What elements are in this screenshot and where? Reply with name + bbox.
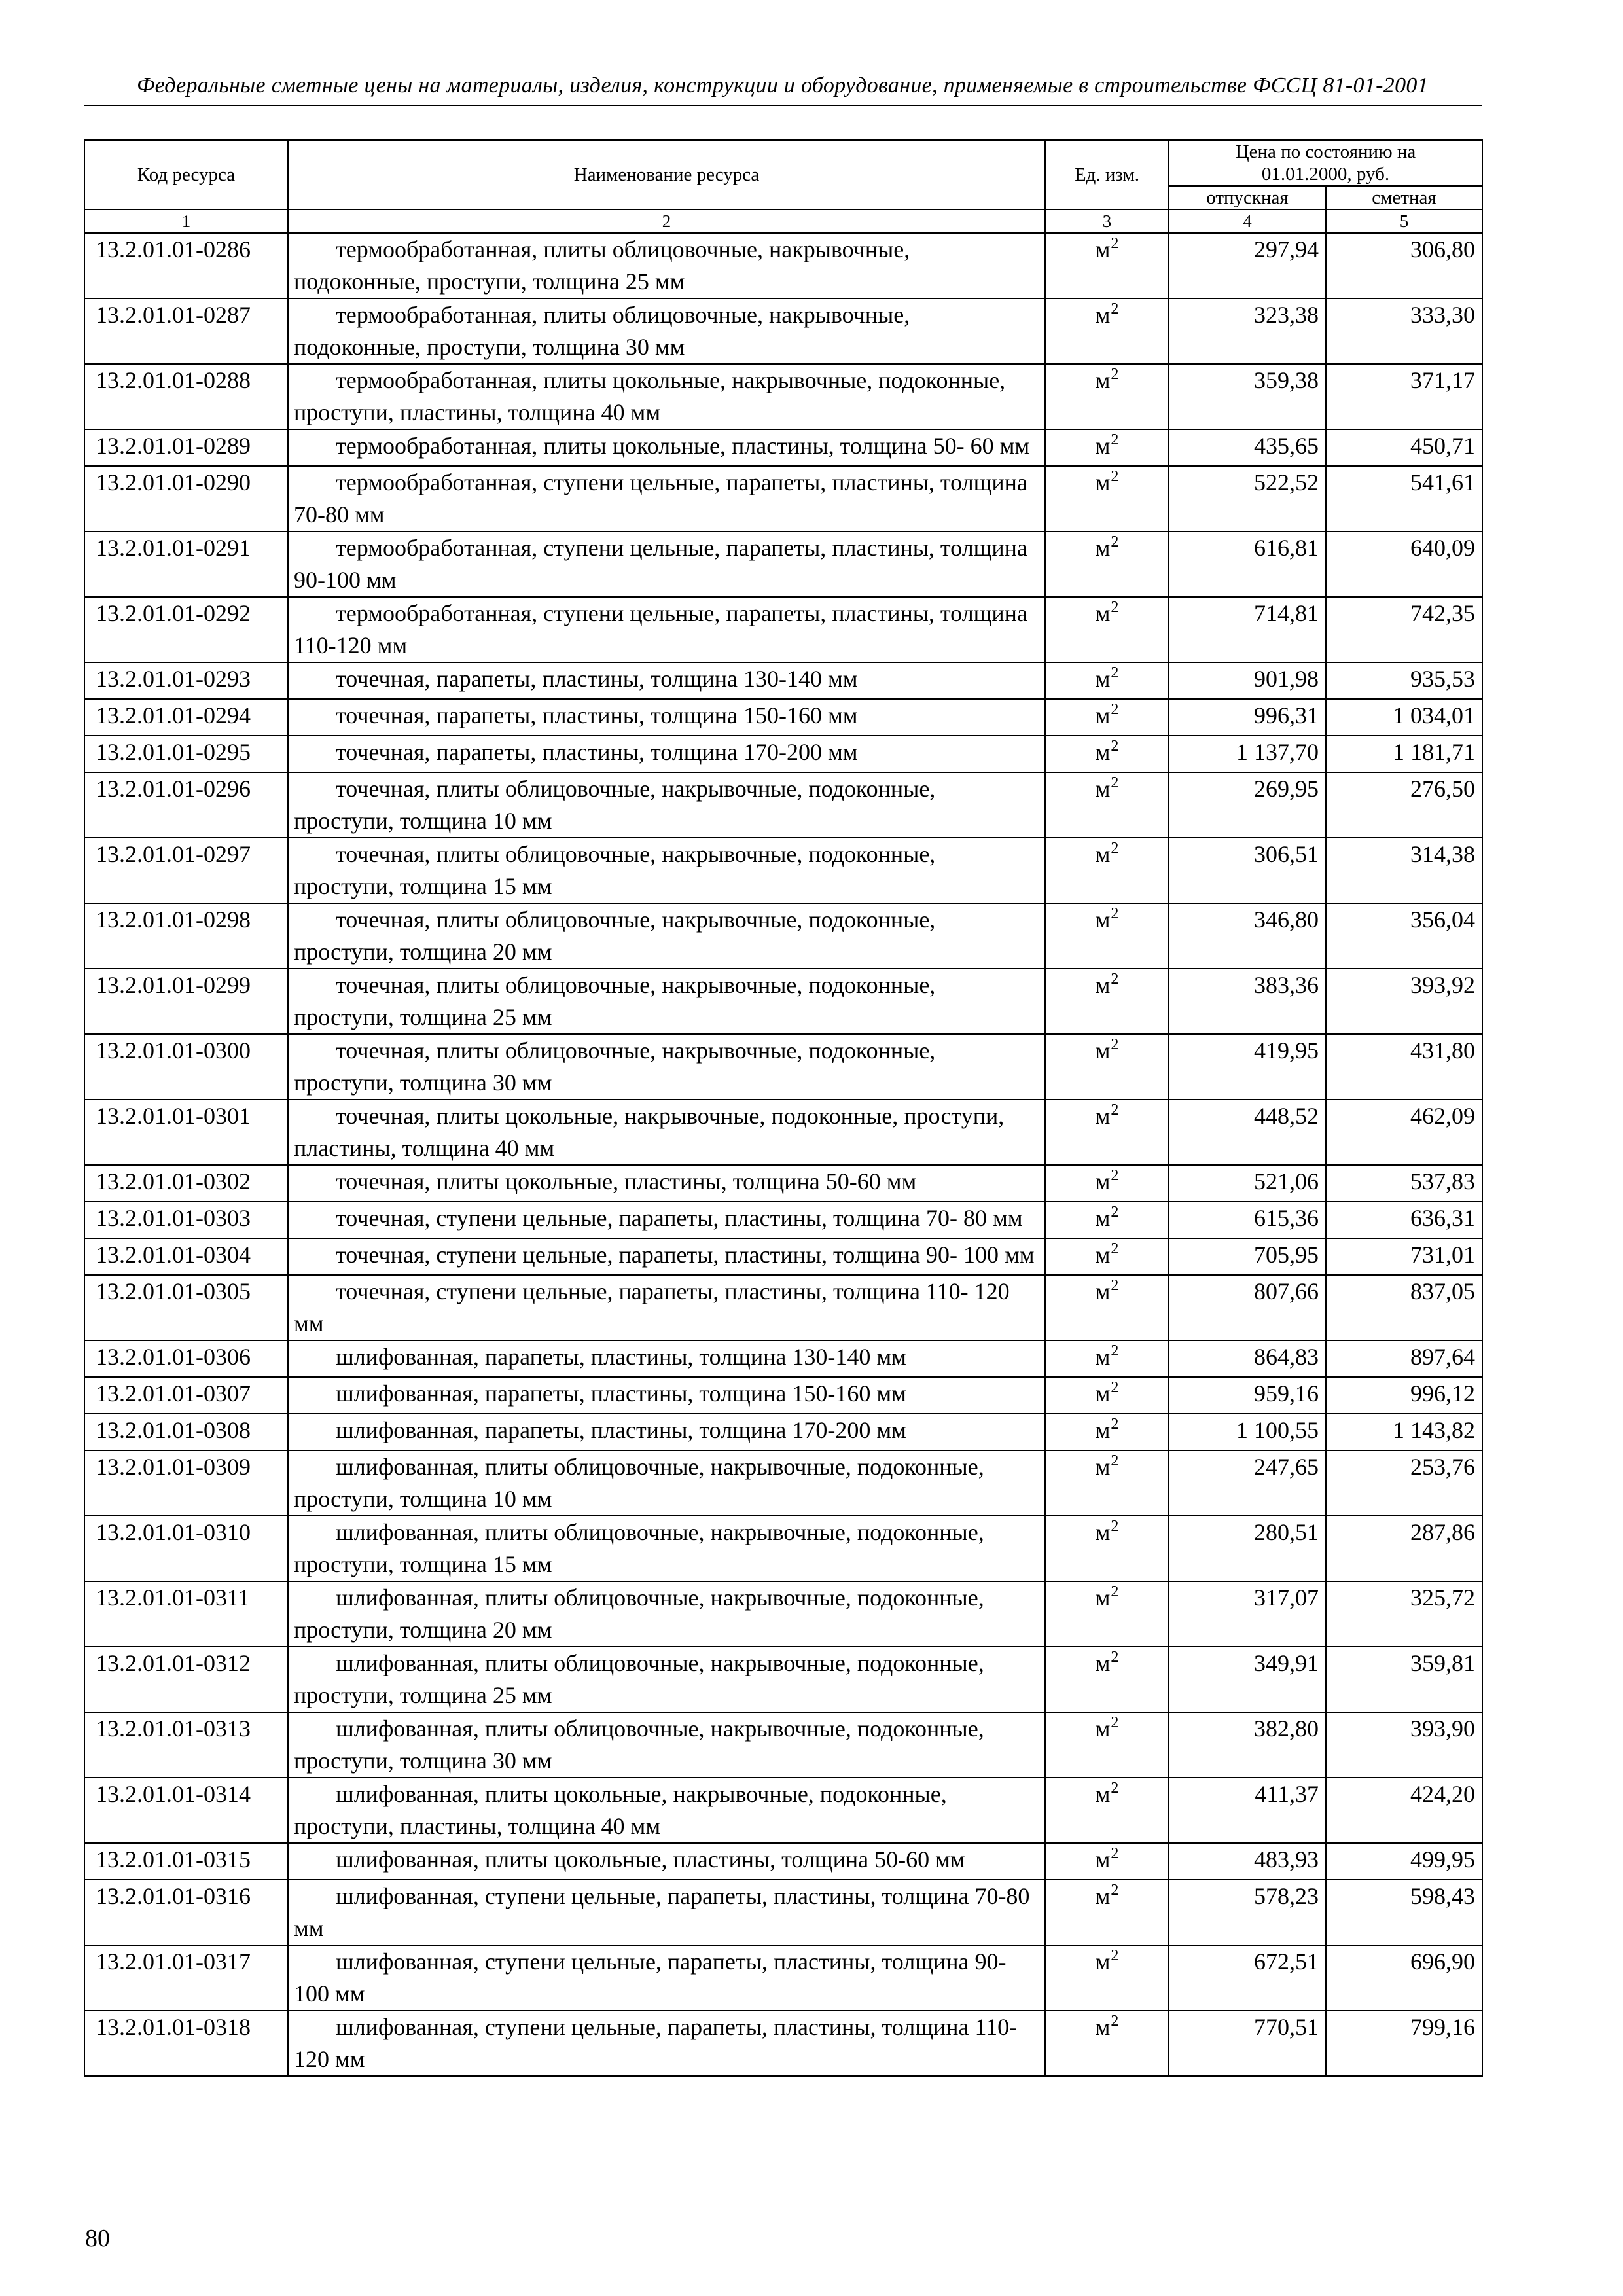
resource-unit [1045, 429, 1169, 466]
resource-code: 13.2.01.01-0291 [84, 531, 288, 597]
price-estimate: 314,38 [1326, 838, 1482, 903]
resource-unit [1045, 662, 1169, 699]
resource-unit [1045, 466, 1169, 531]
unit-exponent: 2 [1111, 905, 1119, 922]
resource-name: шлифованная, плиты облицовочные, накрывочные, подоконные, проступи, толщина 15 мм [288, 1516, 1045, 1581]
resource-name: шлифованная, парапеты, пластины, толщина 130-140 мм [288, 1340, 1045, 1377]
resource-code: 13.2.01.01-0286 [84, 233, 288, 298]
price-estimate: 636,31 [1326, 1202, 1482, 1238]
resource-code: 13.2.01.01-0317 [84, 1945, 288, 2011]
price-estimate: 462,09 [1326, 1100, 1482, 1165]
price-estimate: 696,90 [1326, 1945, 1482, 2011]
resource-code: 13.2.01.01-0308 [84, 1414, 288, 1450]
resource-code: 13.2.01.01-0294 [84, 699, 288, 736]
unit-exponent: 2 [1111, 1204, 1119, 1221]
table-row [84, 1275, 1482, 1340]
resource-unit [1045, 1647, 1169, 1712]
price-release: 807,66 [1169, 1275, 1326, 1340]
resource-code: 13.2.01.01-0301 [84, 1100, 288, 1165]
resource-name: точечная, плиты облицовочные, накрывочные, подоконные, проступи, толщина 20 мм [288, 903, 1045, 969]
resource-unit [1045, 531, 1169, 597]
table-row [84, 969, 1482, 1034]
resource-name: точечная, парапеты, пластины, толщина 130-140 мм [288, 662, 1045, 699]
unit-exponent: 2 [1111, 1947, 1119, 1964]
resource-name: точечная, парапеты, пластины, толщина 150-160 мм [288, 699, 1045, 736]
resource-unit [1045, 233, 1169, 298]
resource-code: 13.2.01.01-0318 [84, 2011, 288, 2076]
price-release: 714,81 [1169, 597, 1326, 662]
price-release: 616,81 [1169, 531, 1326, 597]
unit-exponent: 2 [1111, 1036, 1119, 1053]
unit-base: м [1095, 1380, 1111, 1407]
price-release: 297,94 [1169, 233, 1326, 298]
price-release: 359,38 [1169, 364, 1326, 429]
table-row [84, 1712, 1482, 1778]
unit-exponent: 2 [1111, 2013, 1119, 2030]
unit-base: м [1095, 236, 1111, 262]
unit-exponent: 2 [1111, 1240, 1119, 1257]
resource-name: точечная, плиты цокольные, пластины, толщина 50-60 мм [288, 1165, 1045, 1202]
table-row [84, 1202, 1482, 1238]
resource-unit [1045, 1377, 1169, 1414]
unit-base: м [1095, 1417, 1111, 1443]
header-price-estimate: сметная [1326, 186, 1482, 209]
resource-unit [1045, 1843, 1169, 1880]
resource-name: термообработанная, плиты цокольные, пластины, толщина 50- 60 мм [288, 429, 1045, 466]
table-row [84, 772, 1482, 838]
unit-exponent: 2 [1111, 300, 1119, 317]
price-estimate: 287,86 [1326, 1516, 1482, 1581]
resource-code: 13.2.01.01-0312 [84, 1647, 288, 1712]
resource-code: 13.2.01.01-0298 [84, 903, 288, 969]
table-row [84, 429, 1482, 466]
price-release: 483,93 [1169, 1843, 1326, 1880]
price-estimate: 541,61 [1326, 466, 1482, 531]
unit-exponent: 2 [1111, 1882, 1119, 1899]
resource-code: 13.2.01.01-0309 [84, 1450, 288, 1516]
resource-name: шлифованная, ступени цельные, парапеты, пластины, толщина 110-120 мм [288, 2011, 1045, 2076]
price-estimate: 424,20 [1326, 1778, 1482, 1843]
resource-unit [1045, 1202, 1169, 1238]
table-row [84, 597, 1482, 662]
header-price-group: Цена по состоянию на 01.01.2000, руб. [1169, 140, 1482, 186]
resource-code: 13.2.01.01-0310 [84, 1516, 288, 1581]
resource-unit [1045, 597, 1169, 662]
price-release: 672,51 [1169, 1945, 1326, 2011]
resource-unit [1045, 1778, 1169, 1843]
unit-exponent: 2 [1111, 431, 1119, 448]
table-row [84, 1034, 1482, 1100]
unit-base: м [1095, 535, 1111, 561]
column-number: 1 [84, 209, 288, 233]
table-row [84, 233, 1482, 298]
price-estimate: 598,43 [1326, 1880, 1482, 1945]
resource-name: шлифованная, плиты цокольные, накрывочные, подоконные, проступи, пластины, толщина 40 мм [288, 1778, 1045, 1843]
resource-unit [1045, 1945, 1169, 2011]
table-row [84, 699, 1482, 736]
table-row [84, 1880, 1482, 1945]
unit-base: м [1095, 1344, 1111, 1370]
resource-code: 13.2.01.01-0307 [84, 1377, 288, 1414]
price-release: 247,65 [1169, 1450, 1326, 1516]
resource-unit [1045, 1238, 1169, 1275]
unit-base: м [1095, 1454, 1111, 1480]
unit-exponent: 2 [1111, 1714, 1119, 1731]
price-estimate: 640,09 [1326, 531, 1482, 597]
price-table-body [84, 233, 1482, 2076]
unit-exponent: 2 [1111, 774, 1119, 791]
price-release: 448,52 [1169, 1100, 1326, 1165]
price-release: 522,52 [1169, 466, 1326, 531]
resource-name: точечная, плиты облицовочные, накрывочные, подоконные, проступи, толщина 30 мм [288, 1034, 1045, 1100]
resource-name: термообработанная, ступени цельные, парапеты, пластины, толщина 110-120 мм [288, 597, 1045, 662]
table-row [84, 903, 1482, 969]
unit-base: м [1095, 1037, 1111, 1064]
resource-code: 13.2.01.01-0295 [84, 736, 288, 772]
resource-name: точечная, плиты облицовочные, накрывочные, подоконные, проступи, толщина 15 мм [288, 838, 1045, 903]
resource-name: термообработанная, плиты цокольные, накрывочные, подоконные, проступи, пластины, толщина 40 мм [288, 364, 1045, 429]
resource-code: 13.2.01.01-0316 [84, 1880, 288, 1945]
unit-base: м [1095, 841, 1111, 867]
unit-base: м [1095, 1948, 1111, 1975]
table-row [84, 838, 1482, 903]
resource-code: 13.2.01.01-0299 [84, 969, 288, 1034]
resource-name: точечная, ступени цельные, парапеты, пластины, толщина 70- 80 мм [288, 1202, 1045, 1238]
unit-exponent: 2 [1111, 1452, 1119, 1469]
table-row [84, 1581, 1482, 1647]
resource-name: точечная, парапеты, пластины, толщина 170-200 мм [288, 736, 1045, 772]
unit-base: м [1095, 1278, 1111, 1304]
unit-base: м [1095, 1715, 1111, 1742]
resource-code: 13.2.01.01-0296 [84, 772, 288, 838]
price-estimate: 306,80 [1326, 233, 1482, 298]
resource-name: шлифованная, плиты цокольные, пластины, толщина 50-60 мм [288, 1843, 1045, 1880]
unit-base: м [1095, 666, 1111, 692]
unit-base: м [1095, 1883, 1111, 1909]
price-estimate: 1 143,82 [1326, 1414, 1482, 1450]
resource-unit [1045, 1450, 1169, 1516]
price-estimate: 996,12 [1326, 1377, 1482, 1414]
resource-code: 13.2.01.01-0290 [84, 466, 288, 531]
resource-code: 13.2.01.01-0287 [84, 298, 288, 364]
resource-name: термообработанная, плиты облицовочные, накрывочные, подоконные, проступи, толщина 30 мм [288, 298, 1045, 364]
price-release: 1 137,70 [1169, 736, 1326, 772]
unit-base: м [1095, 1846, 1111, 1873]
unit-base: м [1095, 600, 1111, 626]
table-row [84, 364, 1482, 429]
resource-unit [1045, 1581, 1169, 1647]
price-release: 959,16 [1169, 1377, 1326, 1414]
table-row [84, 1238, 1482, 1275]
unit-base: м [1095, 367, 1111, 393]
price-release: 383,36 [1169, 969, 1326, 1034]
unit-exponent: 2 [1111, 701, 1119, 718]
unit-base: м [1095, 2014, 1111, 2040]
resource-name: шлифованная, плиты облицовочные, накрывочные, подоконные, проступи, толщина 10 мм [288, 1450, 1045, 1516]
resource-unit [1045, 1414, 1169, 1450]
unit-base: м [1095, 1103, 1111, 1129]
unit-exponent: 2 [1111, 599, 1119, 616]
resource-unit [1045, 1100, 1169, 1165]
column-number-row [84, 209, 1482, 233]
price-estimate: 393,92 [1326, 969, 1482, 1034]
resource-name: шлифованная, ступени цельные, парапеты, пластины, толщина 70-80 мм [288, 1880, 1045, 1945]
unit-exponent: 2 [1111, 1277, 1119, 1294]
price-release: 306,51 [1169, 838, 1326, 903]
header-unit: Ед. изм. [1045, 140, 1169, 209]
unit-exponent: 2 [1111, 738, 1119, 755]
price-table [84, 139, 1483, 2077]
resource-name: шлифованная, плиты облицовочные, накрывочные, подоконные, проступи, толщина 30 мм [288, 1712, 1045, 1778]
price-release: 521,06 [1169, 1165, 1326, 1202]
price-estimate: 333,30 [1326, 298, 1482, 364]
price-estimate: 450,71 [1326, 429, 1482, 466]
price-release: 419,95 [1169, 1034, 1326, 1100]
unit-exponent: 2 [1111, 1102, 1119, 1119]
table-row [84, 466, 1482, 531]
table-row [84, 298, 1482, 364]
column-number: 2 [288, 209, 1045, 233]
table-row [84, 2011, 1482, 2076]
resource-code: 13.2.01.01-0300 [84, 1034, 288, 1100]
price-release: 705,95 [1169, 1238, 1326, 1275]
unit-exponent: 2 [1111, 1167, 1119, 1184]
unit-exponent: 2 [1111, 1379, 1119, 1396]
unit-exponent: 2 [1111, 366, 1119, 383]
running-header: Федеральные сметные цены на материалы, изделия, конструкции и оборудование, применяемые в строительстве ФССЦ 81-01-2001 [137, 73, 1429, 98]
table-row [84, 736, 1482, 772]
price-estimate: 359,81 [1326, 1647, 1482, 1712]
unit-exponent: 2 [1111, 235, 1119, 252]
resource-name: точечная, плиты облицовочные, накрывочные, подоконные, проступи, толщина 25 мм [288, 969, 1045, 1034]
unit-base: м [1095, 1242, 1111, 1268]
resource-name: точечная, ступени цельные, парапеты, пластины, толщина 110- 120 мм [288, 1275, 1045, 1340]
table-row [84, 531, 1482, 597]
price-estimate: 276,50 [1326, 772, 1482, 838]
page-number: 80 [85, 2225, 110, 2252]
unit-base: м [1095, 1205, 1111, 1231]
table-row [84, 1647, 1482, 1712]
unit-exponent: 2 [1111, 1416, 1119, 1433]
resource-unit [1045, 1275, 1169, 1340]
resource-name: точечная, плиты облицовочные, накрывочные, подоконные, проступи, толщина 10 мм [288, 772, 1045, 838]
price-estimate: 499,95 [1326, 1843, 1482, 1880]
price-release: 901,98 [1169, 662, 1326, 699]
price-release: 435,65 [1169, 429, 1326, 466]
resource-unit [1045, 1165, 1169, 1202]
resource-code: 13.2.01.01-0288 [84, 364, 288, 429]
unit-base: м [1095, 1781, 1111, 1807]
resource-unit [1045, 1340, 1169, 1377]
price-estimate: 356,04 [1326, 903, 1482, 969]
unit-base: м [1095, 702, 1111, 728]
price-release: 382,80 [1169, 1712, 1326, 1778]
resource-code: 13.2.01.01-0314 [84, 1778, 288, 1843]
resource-name: шлифованная, парапеты, пластины, толщина 150-160 мм [288, 1377, 1045, 1414]
unit-exponent: 2 [1111, 1845, 1119, 1862]
price-estimate: 371,17 [1326, 364, 1482, 429]
resource-code: 13.2.01.01-0302 [84, 1165, 288, 1202]
resource-unit [1045, 903, 1169, 969]
resource-code: 13.2.01.01-0305 [84, 1275, 288, 1340]
unit-base: м [1095, 972, 1111, 998]
unit-base: м [1095, 906, 1111, 933]
price-release: 346,80 [1169, 903, 1326, 969]
table-row [84, 662, 1482, 699]
resource-name: шлифованная, парапеты, пластины, толщина 170-200 мм [288, 1414, 1045, 1450]
price-estimate: 325,72 [1326, 1581, 1482, 1647]
unit-exponent: 2 [1111, 664, 1119, 681]
unit-exponent: 2 [1111, 1518, 1119, 1535]
price-estimate: 837,05 [1326, 1275, 1482, 1340]
resource-code: 13.2.01.01-0304 [84, 1238, 288, 1275]
table-row [84, 1100, 1482, 1165]
table-row [84, 1945, 1482, 2011]
resource-unit [1045, 772, 1169, 838]
price-release: 615,36 [1169, 1202, 1326, 1238]
header-name: Наименование ресурса [288, 140, 1045, 209]
price-estimate: 1 181,71 [1326, 736, 1482, 772]
resource-code: 13.2.01.01-0292 [84, 597, 288, 662]
unit-exponent: 2 [1111, 533, 1119, 550]
unit-base: м [1095, 776, 1111, 802]
resource-unit [1045, 1880, 1169, 1945]
resource-name: шлифованная, плиты облицовочные, накрывочные, подоконные, проступи, толщина 20 мм [288, 1581, 1045, 1647]
table-row [84, 1165, 1482, 1202]
resource-unit [1045, 364, 1169, 429]
header-price-release: отпускная [1169, 186, 1326, 209]
price-release: 996,31 [1169, 699, 1326, 736]
unit-base: м [1095, 302, 1111, 328]
header-rule [84, 105, 1482, 106]
price-estimate: 935,53 [1326, 662, 1482, 699]
price-estimate: 537,83 [1326, 1165, 1482, 1202]
price-release: 323,38 [1169, 298, 1326, 364]
resource-unit [1045, 2011, 1169, 2076]
table-row [84, 1843, 1482, 1880]
price-release: 1 100,55 [1169, 1414, 1326, 1450]
price-release: 349,91 [1169, 1647, 1326, 1712]
price-release: 269,95 [1169, 772, 1326, 838]
price-estimate: 253,76 [1326, 1450, 1482, 1516]
unit-exponent: 2 [1111, 1342, 1119, 1359]
resource-code: 13.2.01.01-0311 [84, 1581, 288, 1647]
price-estimate: 731,01 [1326, 1238, 1482, 1275]
column-number: 4 [1169, 209, 1326, 233]
unit-base: м [1095, 1650, 1111, 1676]
unit-exponent: 2 [1111, 840, 1119, 857]
price-estimate: 1 034,01 [1326, 699, 1482, 736]
price-estimate: 431,80 [1326, 1034, 1482, 1100]
resource-code: 13.2.01.01-0313 [84, 1712, 288, 1778]
price-release: 317,07 [1169, 1581, 1326, 1647]
table-row [84, 1414, 1482, 1450]
resource-unit [1045, 1034, 1169, 1100]
resource-unit [1045, 699, 1169, 736]
resource-name: шлифованная, плиты облицовочные, накрывочные, подоконные, проступи, толщина 25 мм [288, 1647, 1045, 1712]
resource-name: термообработанная, ступени цельные, парапеты, пластины, толщина 90-100 мм [288, 531, 1045, 597]
resource-unit [1045, 1712, 1169, 1778]
unit-exponent: 2 [1111, 1649, 1119, 1666]
unit-base: м [1095, 469, 1111, 495]
resource-code: 13.2.01.01-0289 [84, 429, 288, 466]
unit-exponent: 2 [1111, 1780, 1119, 1797]
price-release: 770,51 [1169, 2011, 1326, 2076]
unit-exponent: 2 [1111, 1583, 1119, 1600]
price-release: 578,23 [1169, 1880, 1326, 1945]
resource-code: 13.2.01.01-0297 [84, 838, 288, 903]
resource-unit [1045, 298, 1169, 364]
resource-code: 13.2.01.01-0303 [84, 1202, 288, 1238]
price-estimate: 393,90 [1326, 1712, 1482, 1778]
resource-name: термообработанная, ступени цельные, парапеты, пластины, толщина 70-80 мм [288, 466, 1045, 531]
price-estimate: 897,64 [1326, 1340, 1482, 1377]
unit-base: м [1095, 1585, 1111, 1611]
resource-unit [1045, 1516, 1169, 1581]
resource-name: точечная, ступени цельные, парапеты, пластины, толщина 90- 100 мм [288, 1238, 1045, 1275]
resource-code: 13.2.01.01-0306 [84, 1340, 288, 1377]
resource-unit [1045, 838, 1169, 903]
price-release: 864,83 [1169, 1340, 1326, 1377]
unit-exponent: 2 [1111, 468, 1119, 485]
column-number: 3 [1045, 209, 1169, 233]
table-row [84, 1340, 1482, 1377]
resource-name: точечная, плиты цокольные, накрывочные, подоконные, проступи, пластины, толщина 40 мм [288, 1100, 1045, 1165]
resource-code: 13.2.01.01-0293 [84, 662, 288, 699]
table-row [84, 1516, 1482, 1581]
unit-base: м [1095, 739, 1111, 765]
resource-name: термообработанная, плиты облицовочные, накрывочные, подоконные, проступи, толщина 25 мм [288, 233, 1045, 298]
table-row [84, 1778, 1482, 1843]
unit-base: м [1095, 1168, 1111, 1194]
table-row [84, 1450, 1482, 1516]
price-estimate: 799,16 [1326, 2011, 1482, 2076]
resource-code: 13.2.01.01-0315 [84, 1843, 288, 1880]
price-estimate: 742,35 [1326, 597, 1482, 662]
resource-name: шлифованная, ступени цельные, парапеты, пластины, толщина 90-100 мм [288, 1945, 1045, 2011]
column-number: 5 [1326, 209, 1482, 233]
price-release: 280,51 [1169, 1516, 1326, 1581]
price-release: 411,37 [1169, 1778, 1326, 1843]
unit-base: м [1095, 433, 1111, 459]
resource-unit [1045, 969, 1169, 1034]
resource-unit [1045, 736, 1169, 772]
table-row [84, 1377, 1482, 1414]
unit-base: м [1095, 1519, 1111, 1545]
unit-exponent: 2 [1111, 971, 1119, 988]
header-code: Код ресурса [84, 140, 288, 209]
